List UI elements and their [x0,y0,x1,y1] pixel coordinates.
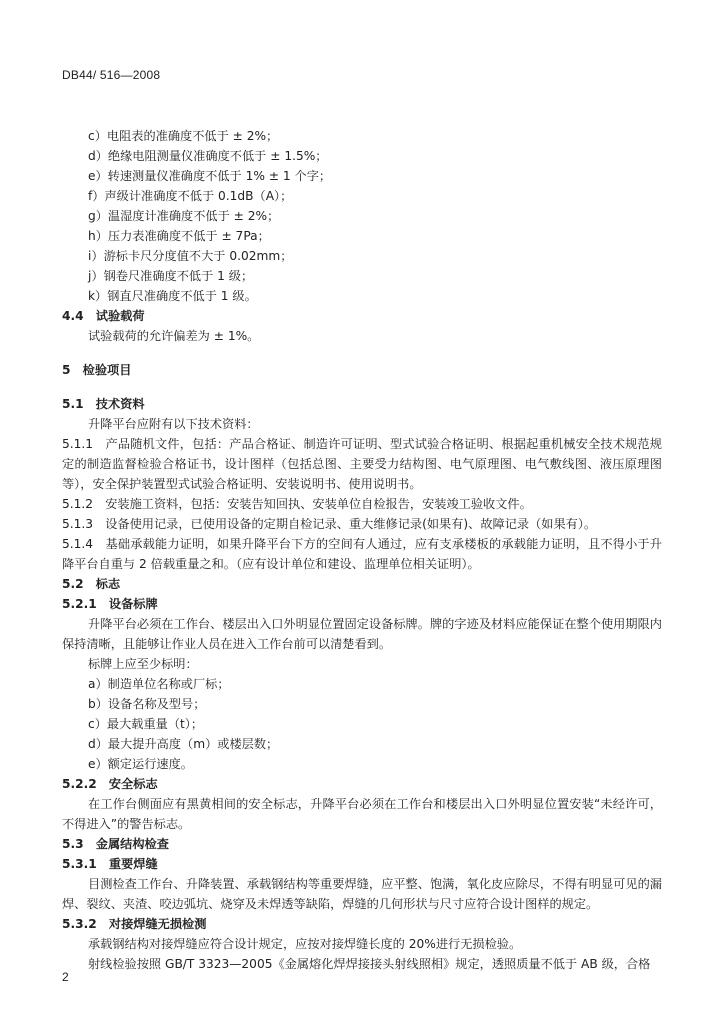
list-item: k）钢直尺准确度不低于 1 级。 [88,289,257,303]
section-4-4-text: 试验载荷的允许偏差为 ± 1%。 [88,329,260,343]
section-5-3-2-heading: 5.3.2 对接焊缝无损检测 [62,917,207,931]
section-5-2-heading: 5.2 标志 [62,577,121,591]
section-5-1-heading: 5.1 技术资料 [62,397,145,411]
section-5-2-1-text: 升降平台必须在工作台、楼层出入口外明显位置固定设备标牌。牌的字迹及材料应能保证在整个使用期限内保持清晰，且能够让作业人员在进入工作台前可以清楚看到。 [62,617,662,651]
section-5-1-3-text: 5.1.3 设备使用记录，已使用设备的定期自检记录、重大维修记录(如果有)、故障记录（如果有）。 [62,517,597,531]
list-item: j）钢卷尺准确度不低于 1 级； [88,269,254,283]
section-gap [62,380,662,394]
list-item: e）转速测量仪准确度不低于 1% ± 1 个字； [88,169,332,183]
list-item: e）额定运行速度。 [88,757,193,771]
list-item: g）温湿度计准确度不低于 ± 2%； [88,209,280,223]
section-4-4-heading: 4.4 试验载荷 [62,309,145,323]
list-item: d）绝缘电阻测量仪准确度不低于 ± 1.5%； [88,149,328,163]
document-body [62,126,662,974]
list-item: c）最大载重量（t）； [88,717,204,731]
list-item: c）电阻表的准确度不低于 ± 2%； [88,129,279,143]
section-5-2-2-heading: 5.2.2 安全标志 [62,777,158,791]
section-gap [62,346,662,360]
section-5-3-heading: 5.3 金属结构检查 [62,837,169,851]
section-5-1-intro: 升降平台应附有以下技术资料： [88,417,259,431]
section-5-3-1-text: 目测检查工作台、升降装置、承载钢结构等重要焊缝，应平整、饱满，氧化皮应除尽，不得有明显可见的漏焊、裂纹、夹渣、咬边弧坑、烧穿及未焊透等缺陷，焊缝的几何形状与尺寸应符合设计图样的规定。 [62,877,662,911]
section-5-3-1-heading: 5.3.1 重要焊缝 [62,857,158,871]
page-number: 2 [62,970,69,984]
section-5-2-2-text: 在工作台侧面应有黑黄相间的安全标志，升降平台必须在工作台和楼层出入口外明显位置安装“未经许可，不得进入”的警告标志。 [62,797,662,831]
list-item: a）制造单位名称或厂标； [88,677,230,691]
list-item: h）压力表准确度不低于 ± 7Pa； [88,229,270,243]
list-item: i）游标卡尺分度值不大于 0.02mm； [88,249,293,263]
list-item: d）最大提升高度（m）或楼层数； [88,737,279,751]
section-5-2-1-heading: 5.2.1 设备标牌 [62,597,158,611]
section-5-1-4-text: 5.1.4 基础承载能力证明，如果升降平台下方的空间有人通过，应有支承楼板的承载能力证明，且不得小于升降平台自重与 2 倍载重量之和。（应有设计单位和建设、监理单位相关证明）。 [62,537,662,571]
section-5-heading: 5 检验项目 [62,363,132,377]
list-item: f）声级计准确度不低于 0.1dB（A）； [88,189,293,203]
section-5-2-1-label-intro: 标牌上应至少标明： [88,657,198,671]
section-5-3-2-text: 射线检验按照 GB/T 3323—2005《金属熔化焊焊接接头射线照相》规定，透照质量不低于 AB 级，合格 [88,957,651,971]
section-5-3-2-text: 承载钢结构对接焊缝应符合设计规定，应按对接焊缝长度的 20%进行无损检验。 [88,937,522,951]
document-code: DB44/ 516—2008 [62,68,161,82]
list-item: b）设备名称及型号； [88,697,206,711]
section-5-1-2-text: 5.1.2 安装施工资料，包括：安装告知回执、安装单位自检报告，安装竣工验收文件。 [62,497,532,511]
section-5-1-1-text: 5.1.1 产品随机文件，包括：产品合格证、制造许可证明、型式试验合格证明、根据起重机械安全技术规范规定的制造监督检验合格证书，设计图样（包括总图、主要受力结构图、电气原理图、电气敷线图、液压原理图等），安全保护装置型式试验合格证明、安装说明书、使用说明书。 [62,437,662,491]
